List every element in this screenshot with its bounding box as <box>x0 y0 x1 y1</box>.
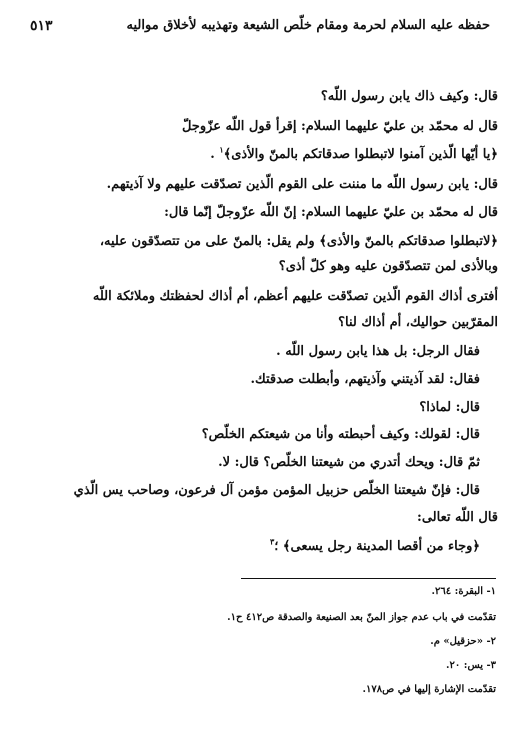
text-line: وبالأذى لمن تتصدّقون عليه وهو كلّ أذى؟ <box>278 259 498 274</box>
running-header <box>30 18 490 42</box>
text-line: قال: فإنّ شيعتنا الخلّص حزبيل المؤمن مؤمن آل فرعون، وصاحب يس الّذي <box>73 483 480 498</box>
footnote: ١- البقرة: ٢٦٤. <box>431 586 496 597</box>
text-line: قال: يابن رسول اللّه ما مننت على القوم الّذين تصدّقت عليهم ولا آذيتهم. <box>106 177 498 192</box>
footnote-marker: ١ <box>219 144 224 155</box>
text-line: أفترى أذاك القوم الّذين تصدّقت عليهم أعظم، أم أذاك لحفظتك وملائكة اللّه <box>92 289 498 304</box>
footnote-marker: ٣ <box>269 536 275 547</box>
quran-verse: ﴿يا أيّها الّذين آمنوا لاتبطلوا صدقاتكم بالمنّ والأذى﴾ <box>223 147 498 162</box>
page-number: ٥١٣ <box>30 18 53 34</box>
text-line: قال له محمّد بن عليّ عليهما السلام: إنّ اللّه عزّوجلّ إنّما قال: <box>164 205 498 220</box>
text-line: قال: لماذا؟ <box>419 400 480 415</box>
text-line: ثمّ قال: ويحك أتدري من شيعتنا الخلّص؟ قال: لا. <box>218 455 480 470</box>
text-line <box>28 536 480 557</box>
text-line: فقال: لقد آذيتني وآذيتهم، وأبطلت صدقتك. <box>250 372 480 387</box>
text-line: قال: لقولك: وكيف أحبطته وأنا من شيعتكم الخلّص؟ <box>201 427 480 442</box>
text-line: المقرّبين حواليك، أم أذاك لنا؟ <box>338 315 498 330</box>
text-line: قال: وكيف ذاك يابن رسول اللّه؟ <box>320 89 498 104</box>
text-line: ﴿يا أيّها الّذين آمنوا لاتبطلوا صدقاتكم بالمنّ والأذى﴾$^١$ . <box>210 144 498 162</box>
footnote: تقدّمت في باب عدم جواز المنّ بعد الصنيعة والصدقة ص٤١٢ ح١. <box>227 612 496 623</box>
text-line: قال اللّه تعالى: <box>417 510 498 525</box>
quran-verse: ﴿وجاء من أقصا المدينة رجل يسعى﴾ ؛ <box>274 539 480 554</box>
text-span: قال له محمّد بن عليّ عليهما السلام: إقرأ قول اللّه عزّوجلّ <box>181 119 498 134</box>
footnote: تقدّمت الإشارة إليها في ص١٧٨. <box>362 684 496 695</box>
text-line: فقال الرجل: بل هذا يابن رسول اللّه . <box>276 344 480 359</box>
footnote-divider <box>241 578 496 579</box>
header-title: حفظه عليه السلام لحرمة ومقام خلّص الشيعة وتهذيبه لأخلاق مواليه <box>126 18 490 33</box>
footnote: ٢- «حزقيل» م. <box>430 636 496 647</box>
text-line: ﴿لاتبطلوا صدقاتكم بالمنّ والأذى﴾ ولم يقل: بالمنّ على من تتصدّقون عليه، <box>99 234 498 249</box>
text-line <box>28 116 498 137</box>
footnote: ٣- يس: ٢٠. <box>446 660 496 671</box>
